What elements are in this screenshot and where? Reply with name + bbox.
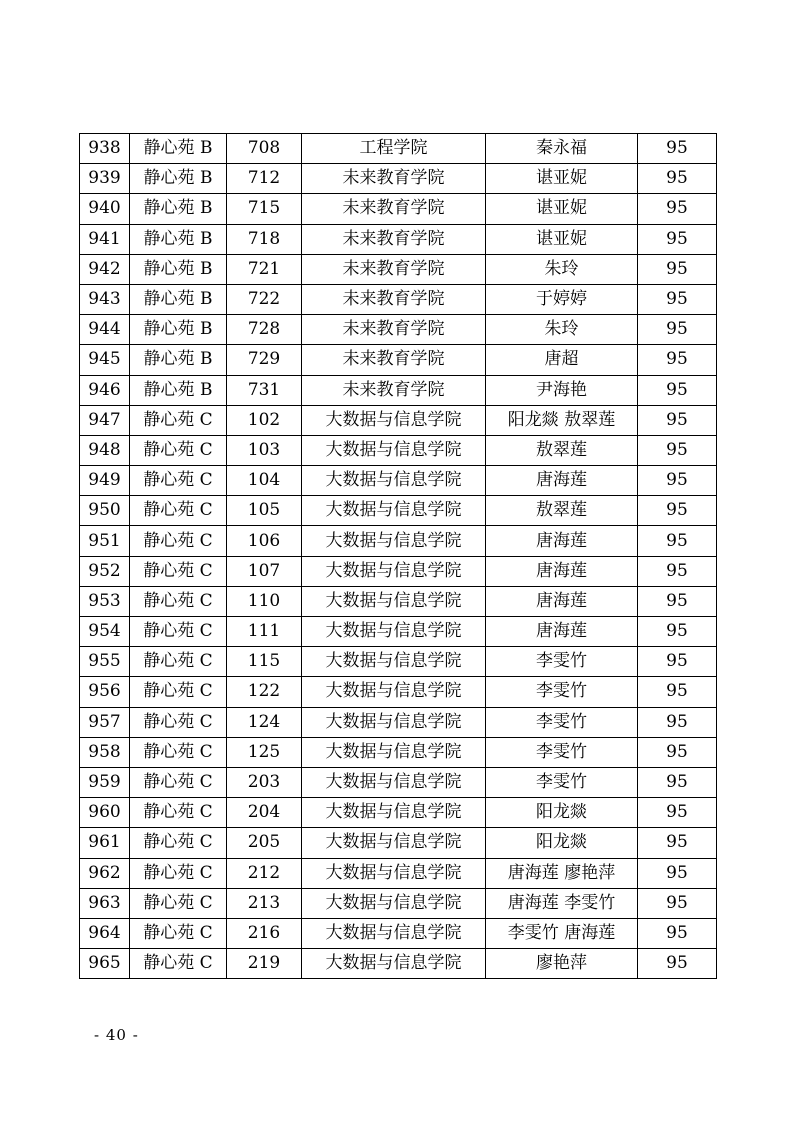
room-cell: 728 — [227, 315, 302, 345]
table-row — [80, 888, 717, 918]
room-cell: 103 — [227, 435, 302, 465]
person-cell: 阳龙燚 — [486, 828, 638, 858]
room-cell: 204 — [227, 798, 302, 828]
room-cell: 124 — [227, 707, 302, 737]
score-cell: 95 — [638, 767, 717, 797]
college-cell: 大数据与信息学院 — [302, 405, 486, 435]
person-cell: 秦永福 — [486, 134, 638, 164]
table-row — [80, 405, 717, 435]
college-cell: 大数据与信息学院 — [302, 888, 486, 918]
person-cell: 阳龙燚 — [486, 798, 638, 828]
row-number-cell: 950 — [80, 496, 130, 526]
person-cell: 李雯竹 — [486, 737, 638, 767]
score-cell: 95 — [638, 254, 717, 284]
room-cell: 111 — [227, 617, 302, 647]
table-row — [80, 586, 717, 616]
building-cell: 静心苑 C — [130, 647, 227, 677]
score-cell: 95 — [638, 405, 717, 435]
room-cell: 722 — [227, 284, 302, 314]
building-cell: 静心苑 B — [130, 254, 227, 284]
college-cell: 工程学院 — [302, 134, 486, 164]
person-cell: 谌亚妮 — [486, 194, 638, 224]
table-row — [80, 858, 717, 888]
table-body — [80, 134, 717, 979]
college-cell: 未来教育学院 — [302, 164, 486, 194]
score-cell: 95 — [638, 707, 717, 737]
room-cell: 205 — [227, 828, 302, 858]
row-number-cell: 954 — [80, 617, 130, 647]
college-cell: 大数据与信息学院 — [302, 798, 486, 828]
college-cell: 大数据与信息学院 — [302, 435, 486, 465]
room-cell: 715 — [227, 194, 302, 224]
row-number-cell: 944 — [80, 315, 130, 345]
person-cell: 谌亚妮 — [486, 164, 638, 194]
building-cell: 静心苑 B — [130, 345, 227, 375]
college-cell: 大数据与信息学院 — [302, 466, 486, 496]
room-cell: 107 — [227, 556, 302, 586]
room-cell: 718 — [227, 224, 302, 254]
score-cell: 95 — [638, 284, 717, 314]
score-cell: 95 — [638, 375, 717, 405]
score-cell: 95 — [638, 466, 717, 496]
row-number-cell: 957 — [80, 707, 130, 737]
score-cell: 95 — [638, 526, 717, 556]
college-cell: 未来教育学院 — [302, 224, 486, 254]
table-row — [80, 134, 717, 164]
college-cell: 大数据与信息学院 — [302, 949, 486, 979]
row-number-cell: 958 — [80, 737, 130, 767]
table-row — [80, 194, 717, 224]
row-number-cell: 956 — [80, 677, 130, 707]
table-row — [80, 435, 717, 465]
college-cell: 大数据与信息学院 — [302, 918, 486, 948]
building-cell: 静心苑 C — [130, 526, 227, 556]
page-number: - 40 - — [94, 1026, 139, 1044]
building-cell: 静心苑 C — [130, 435, 227, 465]
score-cell: 95 — [638, 617, 717, 647]
person-cell: 唐超 — [486, 345, 638, 375]
room-cell: 110 — [227, 586, 302, 616]
building-cell: 静心苑 C — [130, 617, 227, 647]
building-cell: 静心苑 C — [130, 707, 227, 737]
table-row — [80, 918, 717, 948]
room-cell: 729 — [227, 345, 302, 375]
building-cell: 静心苑 C — [130, 556, 227, 586]
building-cell: 静心苑 C — [130, 677, 227, 707]
row-number-cell: 962 — [80, 858, 130, 888]
building-cell: 静心苑 C — [130, 737, 227, 767]
building-cell: 静心苑 C — [130, 828, 227, 858]
building-cell: 静心苑 B — [130, 375, 227, 405]
building-cell: 静心苑 C — [130, 496, 227, 526]
room-cell: 731 — [227, 375, 302, 405]
row-number-cell: 946 — [80, 375, 130, 405]
person-cell: 李雯竹 — [486, 767, 638, 797]
person-cell: 唐海莲 — [486, 586, 638, 616]
row-number-cell: 959 — [80, 767, 130, 797]
row-number-cell: 952 — [80, 556, 130, 586]
person-cell: 谌亚妮 — [486, 224, 638, 254]
college-cell: 大数据与信息学院 — [302, 647, 486, 677]
college-cell: 大数据与信息学院 — [302, 707, 486, 737]
row-number-cell: 948 — [80, 435, 130, 465]
person-cell: 唐海莲 — [486, 556, 638, 586]
table-row — [80, 526, 717, 556]
row-number-cell: 942 — [80, 254, 130, 284]
person-cell: 李雯竹 唐海莲 — [486, 918, 638, 948]
person-cell: 唐海莲 李雯竹 — [486, 888, 638, 918]
row-number-cell: 951 — [80, 526, 130, 556]
table-row — [80, 828, 717, 858]
row-number-cell: 947 — [80, 405, 130, 435]
score-cell: 95 — [638, 435, 717, 465]
building-cell: 静心苑 C — [130, 918, 227, 948]
room-cell: 104 — [227, 466, 302, 496]
college-cell: 大数据与信息学院 — [302, 586, 486, 616]
building-cell: 静心苑 B — [130, 315, 227, 345]
college-cell: 未来教育学院 — [302, 254, 486, 284]
college-cell: 大数据与信息学院 — [302, 556, 486, 586]
room-cell: 712 — [227, 164, 302, 194]
person-cell: 尹海艳 — [486, 375, 638, 405]
building-cell: 静心苑 C — [130, 466, 227, 496]
score-cell: 95 — [638, 224, 717, 254]
college-cell: 大数据与信息学院 — [302, 617, 486, 647]
table-row — [80, 375, 717, 405]
score-cell: 95 — [638, 918, 717, 948]
score-cell: 95 — [638, 556, 717, 586]
score-cell: 95 — [638, 798, 717, 828]
table-row — [80, 496, 717, 526]
college-cell: 大数据与信息学院 — [302, 526, 486, 556]
building-cell: 静心苑 B — [130, 164, 227, 194]
score-cell: 95 — [638, 647, 717, 677]
college-cell: 未来教育学院 — [302, 345, 486, 375]
room-cell: 213 — [227, 888, 302, 918]
row-number-cell: 943 — [80, 284, 130, 314]
table-row — [80, 345, 717, 375]
room-cell: 115 — [227, 647, 302, 677]
score-cell: 95 — [638, 888, 717, 918]
row-number-cell: 938 — [80, 134, 130, 164]
room-cell: 219 — [227, 949, 302, 979]
table-row — [80, 556, 717, 586]
college-cell: 大数据与信息学院 — [302, 858, 486, 888]
score-cell: 95 — [638, 586, 717, 616]
college-cell: 未来教育学院 — [302, 284, 486, 314]
building-cell: 静心苑 C — [130, 798, 227, 828]
building-cell: 静心苑 C — [130, 888, 227, 918]
row-number-cell: 949 — [80, 466, 130, 496]
row-number-cell: 965 — [80, 949, 130, 979]
row-number-cell: 955 — [80, 647, 130, 677]
college-cell: 大数据与信息学院 — [302, 767, 486, 797]
college-cell: 大数据与信息学院 — [302, 737, 486, 767]
table-row — [80, 677, 717, 707]
college-cell: 未来教育学院 — [302, 375, 486, 405]
building-cell: 静心苑 B — [130, 284, 227, 314]
row-number-cell: 939 — [80, 164, 130, 194]
room-cell: 102 — [227, 405, 302, 435]
person-cell: 唐海莲 廖艳萍 — [486, 858, 638, 888]
score-cell: 95 — [638, 194, 717, 224]
row-number-cell: 961 — [80, 828, 130, 858]
building-cell: 静心苑 B — [130, 194, 227, 224]
college-cell: 未来教育学院 — [302, 194, 486, 224]
room-cell: 125 — [227, 737, 302, 767]
row-number-cell: 953 — [80, 586, 130, 616]
row-number-cell: 960 — [80, 798, 130, 828]
person-cell: 阳龙燚 敖翠莲 — [486, 405, 638, 435]
room-cell: 212 — [227, 858, 302, 888]
score-cell: 95 — [638, 737, 717, 767]
score-cell: 95 — [638, 828, 717, 858]
score-cell: 95 — [638, 134, 717, 164]
person-cell: 敖翠莲 — [486, 496, 638, 526]
room-cell: 708 — [227, 134, 302, 164]
table-row — [80, 315, 717, 345]
building-cell: 静心苑 C — [130, 586, 227, 616]
score-cell: 95 — [638, 677, 717, 707]
person-cell: 敖翠莲 — [486, 435, 638, 465]
dormitory-score-table — [79, 133, 717, 979]
person-cell: 于婷婷 — [486, 284, 638, 314]
college-cell: 大数据与信息学院 — [302, 496, 486, 526]
person-cell: 李雯竹 — [486, 647, 638, 677]
person-cell: 唐海莲 — [486, 526, 638, 556]
row-number-cell: 941 — [80, 224, 130, 254]
college-cell: 大数据与信息学院 — [302, 828, 486, 858]
building-cell: 静心苑 B — [130, 224, 227, 254]
building-cell: 静心苑 C — [130, 767, 227, 797]
score-cell: 95 — [638, 858, 717, 888]
building-cell: 静心苑 B — [130, 134, 227, 164]
score-cell: 95 — [638, 164, 717, 194]
table-row — [80, 164, 717, 194]
person-cell: 唐海莲 — [486, 617, 638, 647]
building-cell: 静心苑 C — [130, 858, 227, 888]
person-cell: 李雯竹 — [486, 677, 638, 707]
room-cell: 106 — [227, 526, 302, 556]
score-cell: 95 — [638, 345, 717, 375]
room-cell: 721 — [227, 254, 302, 284]
table-row — [80, 647, 717, 677]
row-number-cell: 940 — [80, 194, 130, 224]
person-cell: 唐海莲 — [486, 466, 638, 496]
building-cell: 静心苑 C — [130, 949, 227, 979]
person-cell: 朱玲 — [486, 315, 638, 345]
table-row — [80, 798, 717, 828]
table-row — [80, 707, 717, 737]
row-number-cell: 963 — [80, 888, 130, 918]
room-cell: 203 — [227, 767, 302, 797]
table-row — [80, 284, 717, 314]
college-cell: 未来教育学院 — [302, 315, 486, 345]
score-cell: 95 — [638, 496, 717, 526]
room-cell: 216 — [227, 918, 302, 948]
room-cell: 122 — [227, 677, 302, 707]
score-cell: 95 — [638, 315, 717, 345]
room-cell: 105 — [227, 496, 302, 526]
college-cell: 大数据与信息学院 — [302, 677, 486, 707]
building-cell: 静心苑 C — [130, 405, 227, 435]
table-row — [80, 737, 717, 767]
table-row — [80, 949, 717, 979]
person-cell: 朱玲 — [486, 254, 638, 284]
table-row — [80, 224, 717, 254]
row-number-cell: 945 — [80, 345, 130, 375]
table-row — [80, 466, 717, 496]
score-cell: 95 — [638, 949, 717, 979]
table-row — [80, 767, 717, 797]
row-number-cell: 964 — [80, 918, 130, 948]
person-cell: 廖艳萍 — [486, 949, 638, 979]
table-row — [80, 617, 717, 647]
person-cell: 李雯竹 — [486, 707, 638, 737]
table-row — [80, 254, 717, 284]
